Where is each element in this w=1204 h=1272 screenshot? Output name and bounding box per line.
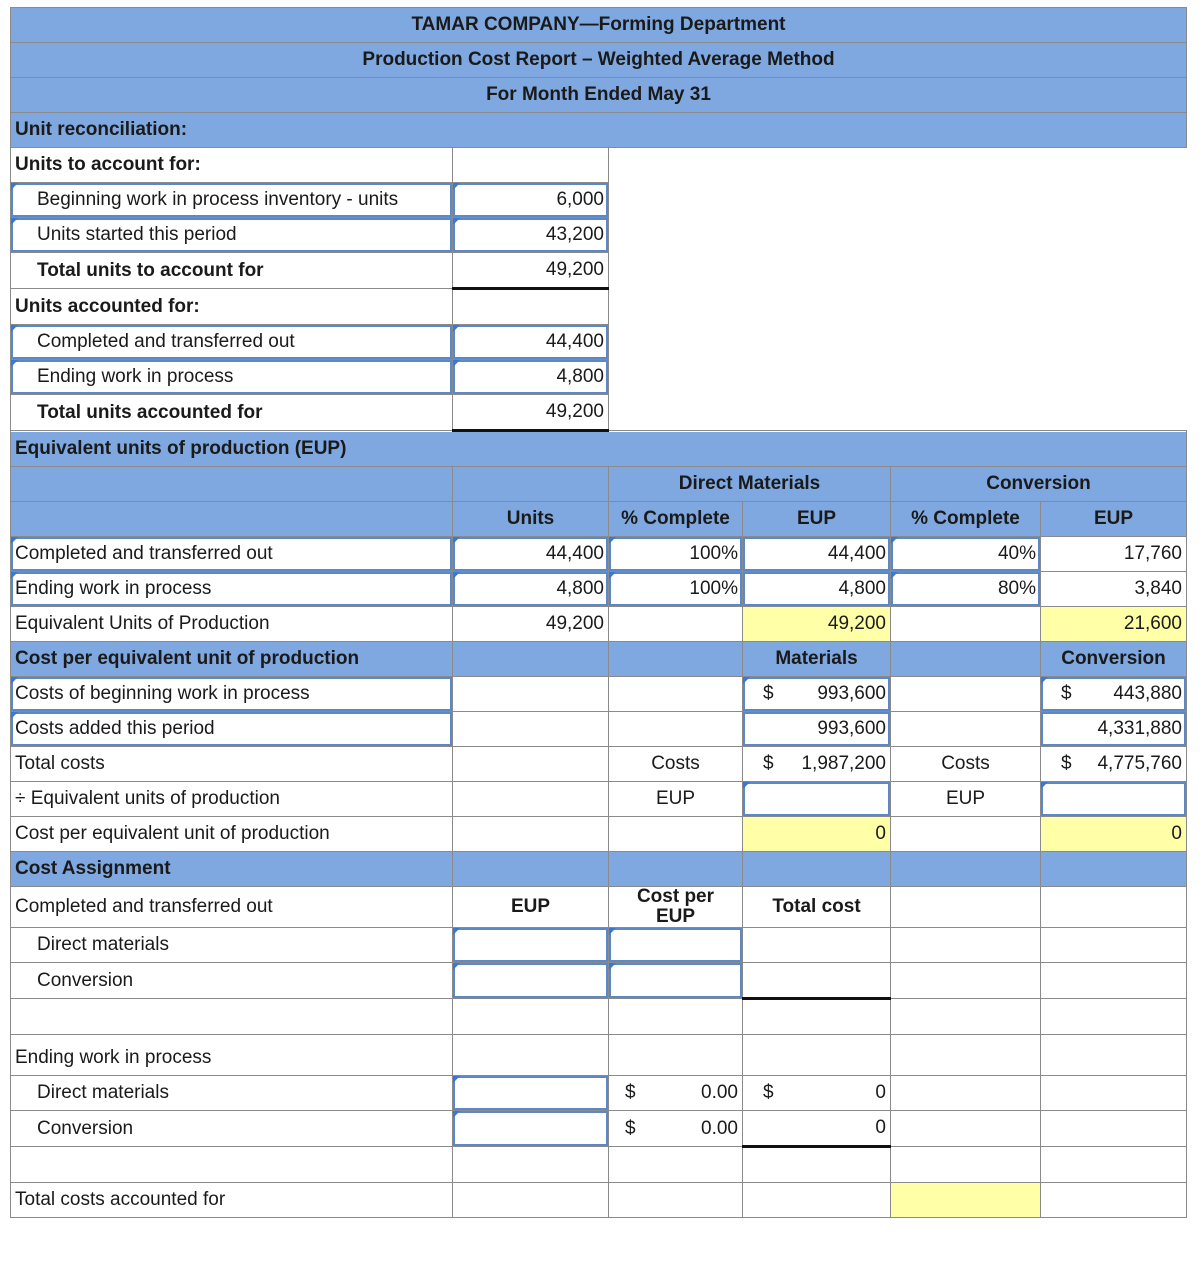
total-costs-accounted-label: Total costs accounted for	[11, 1183, 453, 1218]
ca-completed-conv-eup-input[interactable]	[453, 963, 609, 999]
ca-ending-conv-eup-input[interactable]	[453, 1111, 609, 1147]
units-col-header: Units	[453, 502, 609, 537]
blank-cell	[453, 289, 609, 325]
added-materials-cost[interactable]: 993,600	[743, 712, 891, 747]
ca-ending-conv-label: Conversion	[11, 1111, 453, 1147]
blank-cell	[453, 148, 609, 183]
units-started-value[interactable]: 43,200	[453, 218, 609, 253]
conversion-eup-input[interactable]	[1041, 782, 1187, 817]
dollar-sign: $	[1061, 753, 1072, 774]
beg-materials-value: 993,600	[817, 683, 886, 704]
eup-word: EUP	[891, 782, 1041, 817]
units-accounted-heading: Units accounted for:	[11, 289, 453, 325]
conversion-cost-header: Conversion	[1041, 642, 1187, 677]
cost-per-eup-heading: Cost per equivalent unit of production	[11, 642, 453, 677]
ca-ending-dm-total	[743, 1076, 891, 1111]
ca-ending-dm-label: Direct materials	[11, 1076, 453, 1111]
eup-word: EUP	[609, 782, 743, 817]
beg-conversion-value: 443,880	[1113, 683, 1182, 704]
eup-completed-conv-eup: 17,760	[1041, 537, 1187, 572]
company-title: TAMAR COMPANY—Forming Department	[11, 8, 1187, 43]
divide-eup-label: ÷ Equivalent units of production	[11, 782, 453, 817]
end-dm-total-value: 0	[875, 1082, 886, 1103]
cost-per-line-1: Cost per	[636, 886, 715, 907]
eup-ending-conv-pct[interactable]: 80%	[891, 572, 1041, 607]
dollar-sign: $	[763, 1082, 774, 1103]
costs-word: Costs	[609, 747, 743, 782]
ca-eup-col: EUP	[453, 887, 609, 928]
cost-per-line-2: EUP	[655, 906, 696, 927]
total-accounted-value: 49,200	[453, 395, 609, 431]
completed-label[interactable]: Completed and transferred out	[11, 325, 453, 360]
completed-units[interactable]: 44,400	[453, 325, 609, 360]
ca-completed-conv-label: Conversion	[11, 963, 453, 999]
beg-costs-label[interactable]: Costs of beginning work in process	[11, 677, 453, 712]
eup-completed-dm-pct[interactable]: 100%	[609, 537, 743, 572]
added-conversion-cost[interactable]: 4,331,880	[1041, 712, 1187, 747]
dm-eup-col-header: EUP	[743, 502, 891, 537]
conversion-cpu: 0	[1041, 817, 1187, 852]
dollar-sign: $	[625, 1117, 636, 1139]
ca-ending-dm-eup-input[interactable]	[453, 1076, 609, 1111]
cost-assignment-heading: Cost Assignment	[11, 852, 453, 887]
eup-completed-dm-eup[interactable]: 44,400	[743, 537, 891, 572]
production-cost-report	[10, 7, 1187, 1218]
ca-completed-dm-label: Direct materials	[11, 928, 453, 963]
dm-header: Direct Materials	[609, 467, 891, 502]
total-to-account-label: Total units to account for	[11, 253, 453, 289]
materials-cpu: 0	[743, 817, 891, 852]
total-materials-value: 1,987,200	[801, 753, 886, 774]
beg-wip-label[interactable]: Beginning work in process inventory - units	[11, 183, 453, 218]
eup-ending-label[interactable]: Ending work in process	[11, 572, 453, 607]
eup-completed-label[interactable]: Completed and transferred out	[11, 537, 453, 572]
costs-word: Costs	[891, 747, 1041, 782]
ca-completed-conv-rate-input[interactable]	[609, 963, 743, 999]
dollar-sign: $	[625, 1082, 636, 1103]
eup-ending-dm-eup[interactable]: 4,800	[743, 572, 891, 607]
eup-total-dm: 49,200	[743, 607, 891, 642]
ca-ending-conv-rate	[609, 1111, 743, 1147]
ca-ending-dm-rate	[609, 1076, 743, 1111]
total-costs-label: Total costs	[11, 747, 453, 782]
conversion-header: Conversion	[891, 467, 1187, 502]
ca-completed-label: Completed and transferred out	[11, 887, 453, 928]
eup-heading: Equivalent units of production (EUP)	[11, 431, 1187, 467]
ca-ending-conv-total: 0	[743, 1111, 891, 1147]
dm-pct-col-header: % Complete	[609, 502, 743, 537]
ending-wip-label[interactable]: Ending work in process	[11, 360, 453, 395]
eup-total-units: 49,200	[453, 607, 609, 642]
ca-cost-per-eup-col	[609, 887, 743, 928]
eup-total-label: Equivalent Units of Production	[11, 607, 453, 642]
total-costs-accounted-value	[891, 1183, 1041, 1218]
report-title: Production Cost Report – Weighted Average Method	[11, 43, 1187, 78]
dollar-sign: $	[763, 683, 774, 704]
ca-ending-label: Ending work in process	[11, 1035, 453, 1076]
dollar-sign: $	[1061, 683, 1072, 704]
ending-wip-units[interactable]: 4,800	[453, 360, 609, 395]
beg-materials-cost[interactable]	[743, 677, 891, 712]
conv-eup-col-header: EUP	[1041, 502, 1187, 537]
eup-ending-conv-eup: 3,840	[1041, 572, 1187, 607]
end-conv-rate-value: 0.00	[701, 1117, 738, 1139]
cpu-label: Cost per equivalent unit of production	[11, 817, 453, 852]
units-started-label[interactable]: Units started this period	[11, 218, 453, 253]
ca-completed-dm-rate-input[interactable]	[609, 928, 743, 963]
beg-wip-units[interactable]: 6,000	[453, 183, 609, 218]
total-conversion-value: 4,775,760	[1097, 753, 1182, 774]
end-dm-rate-value: 0.00	[701, 1082, 738, 1103]
unit-reconciliation-heading: Unit reconciliation:	[11, 113, 1187, 148]
total-conversion-cost	[1041, 747, 1187, 782]
materials-eup-input[interactable]	[743, 782, 891, 817]
materials-header: Materials	[743, 642, 891, 677]
units-to-account-heading: Units to account for:	[11, 148, 453, 183]
eup-completed-conv-pct[interactable]: 40%	[891, 537, 1041, 572]
eup-ending-dm-pct[interactable]: 100%	[609, 572, 743, 607]
dollar-sign: $	[763, 753, 774, 774]
ca-completed-dm-eup-input[interactable]	[453, 928, 609, 963]
eup-total-conv: 21,600	[1041, 607, 1187, 642]
eup-ending-units[interactable]: 4,800	[453, 572, 609, 607]
added-costs-label[interactable]: Costs added this period	[11, 712, 453, 747]
eup-completed-units[interactable]: 44,400	[453, 537, 609, 572]
ca-total-cost-col: Total cost	[743, 887, 891, 928]
total-to-account-value: 49,200	[453, 253, 609, 289]
beg-conversion-cost[interactable]	[1041, 677, 1187, 712]
report-period: For Month Ended May 31	[11, 78, 1187, 113]
conv-pct-col-header: % Complete	[891, 502, 1041, 537]
total-accounted-label: Total units accounted for	[11, 395, 453, 431]
total-materials-cost	[743, 747, 891, 782]
